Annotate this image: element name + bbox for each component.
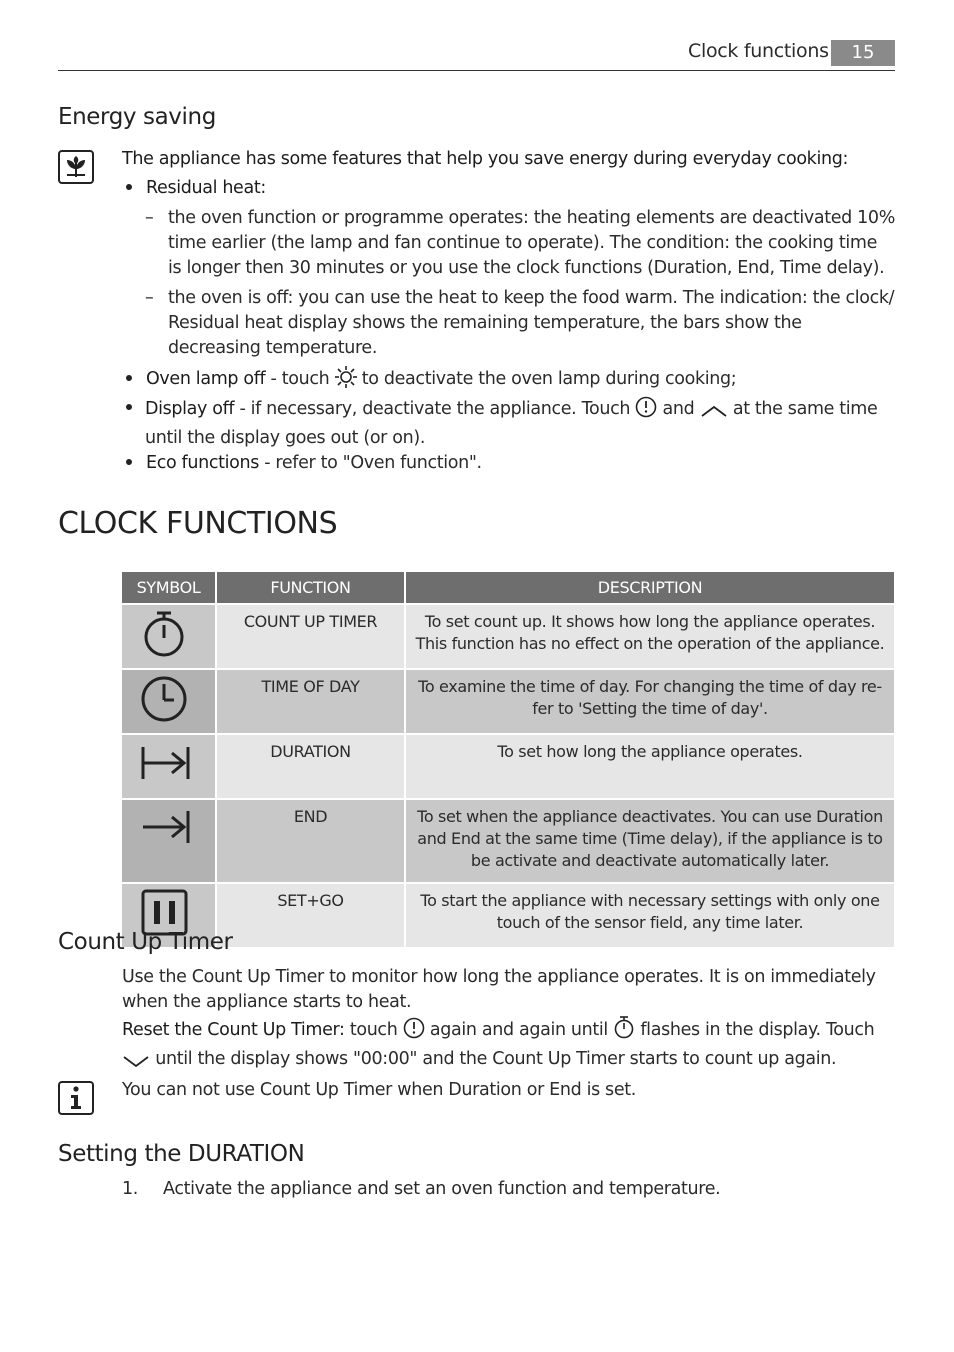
count-up-reset-paragraph	[122, 1015, 894, 1076]
stopwatch-icon	[122, 605, 217, 670]
step-number: 1.	[122, 1179, 138, 1199]
reset-text-a: touch	[344, 1020, 403, 1040]
bullet-dot	[126, 459, 132, 465]
residual-dash-2: the oven is off: you can use the heat to keep the food warm. The indication: the clock/ Residual heat display shows the remaining temperature, the bars show the decreasing temperature.	[168, 288, 895, 358]
reset-text-c: flashes in the display. Touch	[635, 1020, 875, 1040]
count-up-info-note: You can not use Count Up Timer when Duration or End is set.	[122, 1080, 636, 1100]
clock-button-icon	[403, 1017, 425, 1047]
description-cell: To start the appliance with necessary settings with only one touch of the sensor field, any time later.	[406, 884, 894, 949]
clock-functions-table	[122, 572, 894, 949]
bullet-residual	[122, 176, 266, 201]
energy-intro: The appliance has some features that help you save energy during everyday cooking:	[122, 149, 849, 169]
bullet-display-off	[122, 396, 146, 421]
column-header-symbol: SYMBOL	[122, 572, 217, 605]
table-row	[122, 735, 894, 800]
oven-lamp-label: Oven lamp off	[146, 369, 266, 389]
function-cell: DURATION	[217, 735, 406, 800]
eco-functions-label: Eco functions	[146, 453, 260, 473]
residual-dash-1: the oven function or programme operates: the heating elements are deactivated 10% time earlier (the lamp and fan continue to operate). The condition: the cooking time is longer then 30 minutes or you use the clock functions (Duration, End, Time delay).	[168, 208, 895, 278]
header-section-title: Clock functions	[688, 40, 829, 62]
display-off-text-b: and	[657, 399, 700, 419]
display-off-text-a: - if necessary, deactivate the appliance. Touch	[234, 399, 636, 419]
step-text: Activate the appliance and set an oven function and temperature.	[163, 1179, 721, 1199]
table-row	[122, 884, 894, 949]
function-cell: SET+GO	[217, 884, 406, 949]
description-cell: To examine the time of day. For changing the time of day re-fer to 'Setting the time of day'.	[406, 670, 894, 735]
clock-button-icon	[635, 396, 657, 426]
display-off-text	[145, 396, 894, 451]
eco-leaf-icon	[58, 150, 94, 184]
description-cell: To set how long the appliance operates.	[406, 735, 894, 800]
description-cell: To set count up. It shows how long the appliance operates. This function has no effect on the operation of the appliance.	[406, 605, 894, 670]
bullet-dot	[126, 184, 132, 190]
header-rule	[58, 70, 895, 71]
clock-icon	[122, 670, 217, 735]
reset-text-b: again and again until	[424, 1020, 614, 1040]
page-number: 15	[831, 40, 895, 66]
oven-lamp-text-b: to deactivate the oven lamp during cooking;	[356, 369, 737, 389]
function-cell: END	[217, 800, 406, 884]
reset-label: Reset the Count Up Timer:	[122, 1020, 345, 1040]
column-header-description: DESCRIPTION	[406, 572, 894, 605]
dash-marker: –	[145, 288, 154, 308]
count-up-timer-heading: Count Up Timer	[58, 929, 233, 955]
table-row	[122, 670, 894, 735]
table-row	[122, 605, 894, 670]
clock-functions-heading: CLOCK FUNCTIONS	[58, 506, 338, 541]
bullet-eco	[122, 451, 482, 476]
stopwatch-icon	[613, 1015, 635, 1047]
bullet-dot	[126, 404, 132, 410]
setting-duration-heading: Setting the DURATION	[58, 1141, 305, 1167]
table-row	[122, 800, 894, 884]
dash-marker: –	[145, 208, 154, 228]
display-off-text-c: at the same time until the display goes out (or on).	[145, 399, 878, 448]
description-cell: To set when the appliance deactivates. You can use Duration and End at the same time (Time delay), if the appliance is to be activate and deactivate automatically later.	[406, 800, 894, 884]
end-icon	[122, 800, 217, 884]
reset-text-d: until the display shows "00:00" and the Count Up Timer starts to count up again.	[150, 1049, 837, 1069]
bullet-oven-lamp	[122, 366, 894, 396]
oven-lamp-text-a: - touch	[265, 369, 335, 389]
chevron-down-icon	[122, 1051, 150, 1076]
function-cell: TIME OF DAY	[217, 670, 406, 735]
column-header-function: FUNCTION	[217, 572, 406, 605]
chevron-up-icon	[700, 401, 728, 426]
display-off-label: Display off	[145, 399, 235, 419]
bullet-dot	[126, 375, 132, 381]
function-cell: COUNT UP TIMER	[217, 605, 406, 670]
info-icon	[58, 1081, 94, 1115]
residual-heat-label: Residual heat:	[146, 178, 266, 198]
eco-functions-text: - refer to "Oven function".	[259, 453, 482, 473]
energy-saving-heading: Energy saving	[58, 104, 216, 130]
lamp-icon	[335, 366, 357, 396]
count-up-paragraph: Use the Count Up Timer to monitor how long the appliance operates. It is on immediately when the appliance starts to heat.	[122, 967, 876, 1012]
table-header-row	[122, 572, 894, 605]
duration-icon	[122, 735, 217, 800]
